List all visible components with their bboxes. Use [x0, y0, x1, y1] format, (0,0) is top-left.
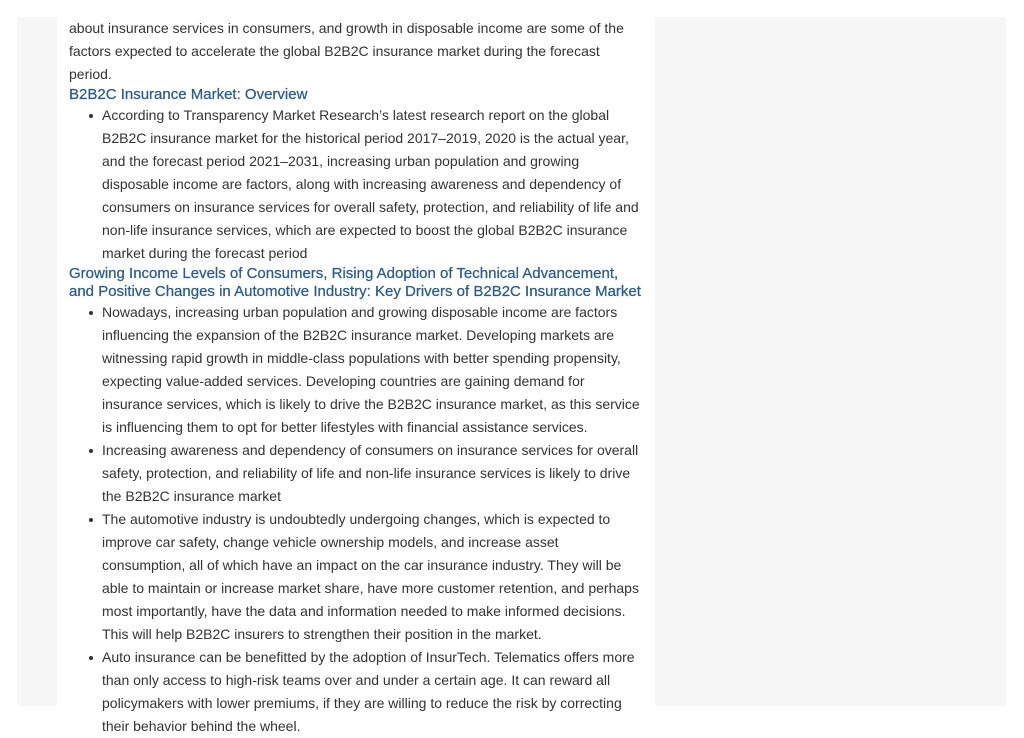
intro-paragraph: about insurance services in consumers, and growth in disposable income are some of the factors expected to accelerate the global B2B2C insurance market during the forecast period. — [69, 20, 624, 82]
article-body — [57, 17, 655, 734]
list-item-text: Auto insurance can be benefitted by the adoption of InsurTech. Telematics offers more than only access to high-risk teams over and under a certain age. It can reward all policymakers with lower premiums, if they are willing to reduce the risk by correcting their behavior behind the wheel. — [102, 649, 635, 734]
bullet-icon — [89, 518, 93, 522]
list-item-text: The automotive industry is undoubtedly undergoing changes, which is expected to improve car safety, change vehicle ownership models, and increase asset consumption, all of which have an impact on the car insurance industry. They will be able to maintain or increase market share, have more customer retention, and perhaps most importantly, have the data and information needed to make informed decisions. This will help B2B2C insurers to strengthen their position in the market. — [102, 511, 639, 642]
list-item-text: According to Transparency Market Research’s latest research report on the global B2B2C insurance market for the historical period 2017–2019, 2020 is the actual year, and the forecast period 2021–2031, increasing urban population and growing disposable income are factors, along with increasing awareness and dependency of consumers on insurance services for overall safety, protection, and reliability of life and non-life insurance services, which are expected to boost the global B2B2C insurance market during the forecast period — [102, 107, 639, 261]
article-content — [69, 17, 645, 738]
bullet-icon — [89, 114, 93, 118]
list-item — [102, 439, 645, 508]
list-item-text: Nowadays, increasing urban population and growing disposable income are factors influencing the expansion of the B2B2C insurance market. Developing markets are witnessing rapid growth in middle-class populations with better spending propensity, expecting value-added services. Developing countries are gaining demand for insurance services, which is likely to drive the B2B2C insurance market, as this service is influencing them to opt for better lifestyles with financial assistance services. — [102, 304, 640, 435]
overview-bullet-list — [69, 104, 645, 265]
list-item — [102, 104, 645, 265]
list-item — [102, 508, 645, 646]
list-item-text: Increasing awareness and dependency of consumers on insurance services for overall safety, protection, and reliability of life and non-life insurance services is likely to drive the B2B2C insurance market — [102, 442, 639, 504]
section-heading-key-drivers: Growing Income Levels of Consumers, Rising Adoption of Technical Advancement, and Positive Changes in Automotive Industry: Key Drivers of B2B2C Insurance Market — [69, 265, 641, 300]
bullet-icon — [89, 449, 93, 453]
bullet-icon — [89, 311, 93, 315]
list-item — [102, 646, 645, 738]
section-heading-overview: B2B2C Insurance Market: Overview — [69, 86, 308, 103]
key-drivers-bullet-list — [69, 301, 645, 738]
list-item — [102, 301, 645, 439]
bullet-icon — [89, 656, 93, 660]
